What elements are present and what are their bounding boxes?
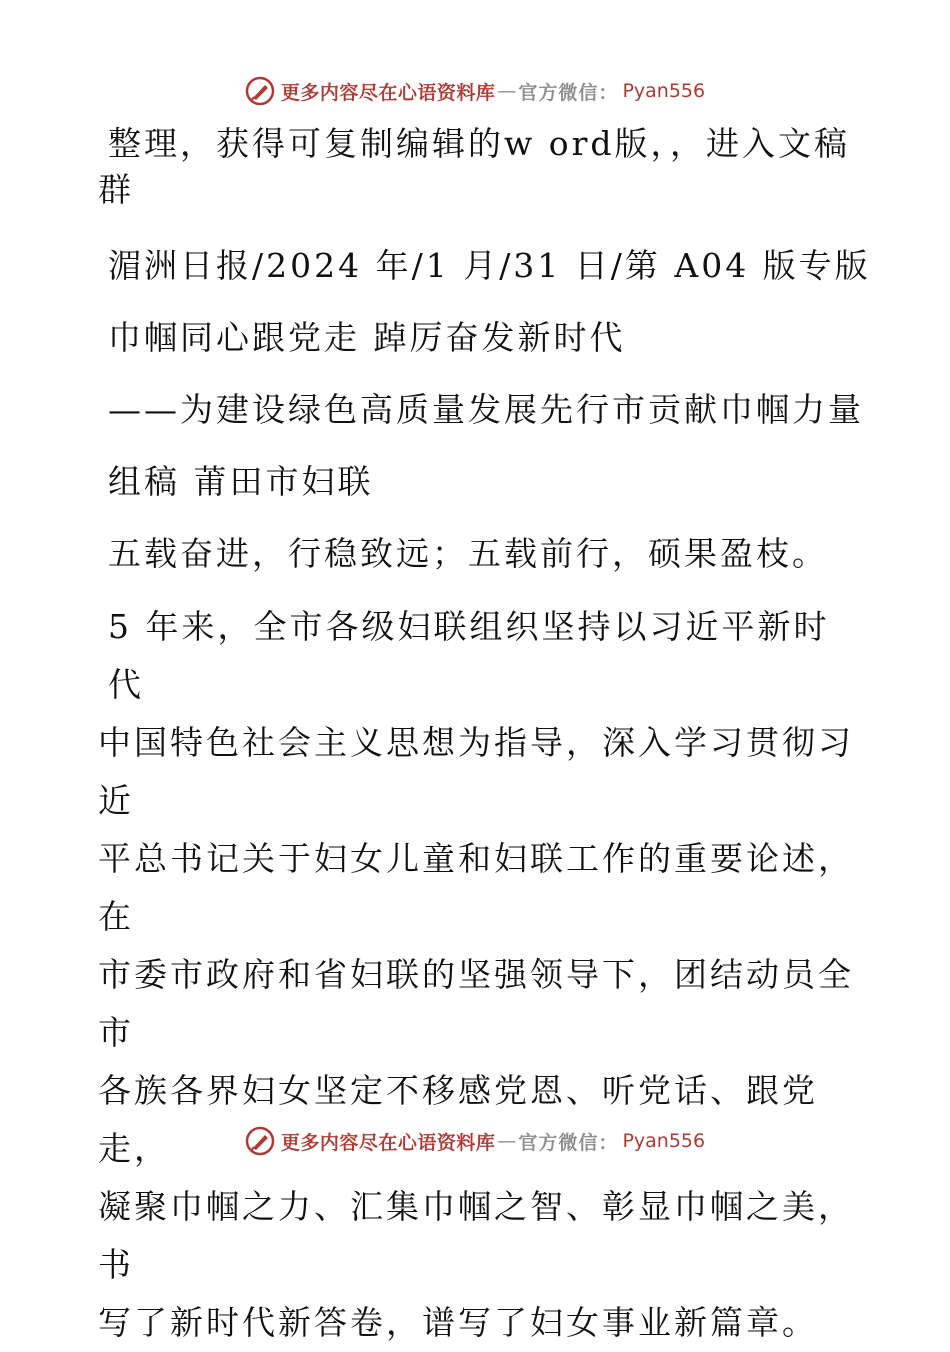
- footer-watermark: [0, 1121, 950, 1161]
- watermark-text: 更多内容尽在心语资料库: [280, 1131, 496, 1154]
- body-line: 5 年来，全市各级妇联组织坚持以习近平新时代: [108, 607, 830, 704]
- article-title: 巾帼同心跟党走 踔厉奋发新时代: [108, 318, 626, 357]
- body-line: 中国特色社会主义思想为指导，深入学习贯彻习近: [98, 723, 854, 820]
- body-line: 市委市政府和省妇联的坚强领导下，团结动员全市: [98, 955, 854, 1052]
- quill-logo-icon: [245, 1126, 275, 1156]
- quill-logo-icon: [245, 76, 275, 106]
- watermark-separator: —: [497, 80, 517, 102]
- watermark-official-label: 官方微信：: [518, 81, 619, 104]
- lead-paragraph: 五载奋进，行稳致远；五载前行，硕果盈枝。: [108, 534, 828, 573]
- watermark-wechat-id: Pyan556: [622, 80, 706, 102]
- article-subtitle: ——为建设绿色高质量发展先行市贡献巾帼力量: [108, 390, 864, 429]
- header-watermark: [0, 71, 950, 111]
- body-line: 各族各界妇女坚定不移感党恩、听党话、跟党走，: [98, 1071, 818, 1168]
- intro-line-1: 整理，获得可复制编辑的w ord版，，进入文稿: [108, 124, 851, 163]
- body-line: 平总书记关于妇女儿童和妇联工作的重要论述，在: [98, 839, 854, 936]
- body-paragraph: [98, 598, 858, 1352]
- body-line: 凝聚巾帼之力、汇集巾帼之智、彰显巾帼之美，书: [98, 1187, 854, 1284]
- body-line: 写了新时代新答卷，谱写了妇女事业新篇章。: [98, 1303, 818, 1342]
- watermark-separator: —: [497, 1130, 517, 1152]
- watermark-wechat-id: Pyan556: [622, 1130, 706, 1152]
- document-body: [98, 120, 871, 1352]
- watermark-text: 更多内容尽在心语资料库: [280, 81, 496, 104]
- source-line: 湄洲日报/2024 年/1 月/31 日/第 A04 版专版: [108, 246, 871, 285]
- byline: 组稿 莆田市妇联: [108, 462, 374, 501]
- intro-line-2: 群: [98, 170, 134, 209]
- watermark-official-label: 官方微信：: [518, 1131, 619, 1154]
